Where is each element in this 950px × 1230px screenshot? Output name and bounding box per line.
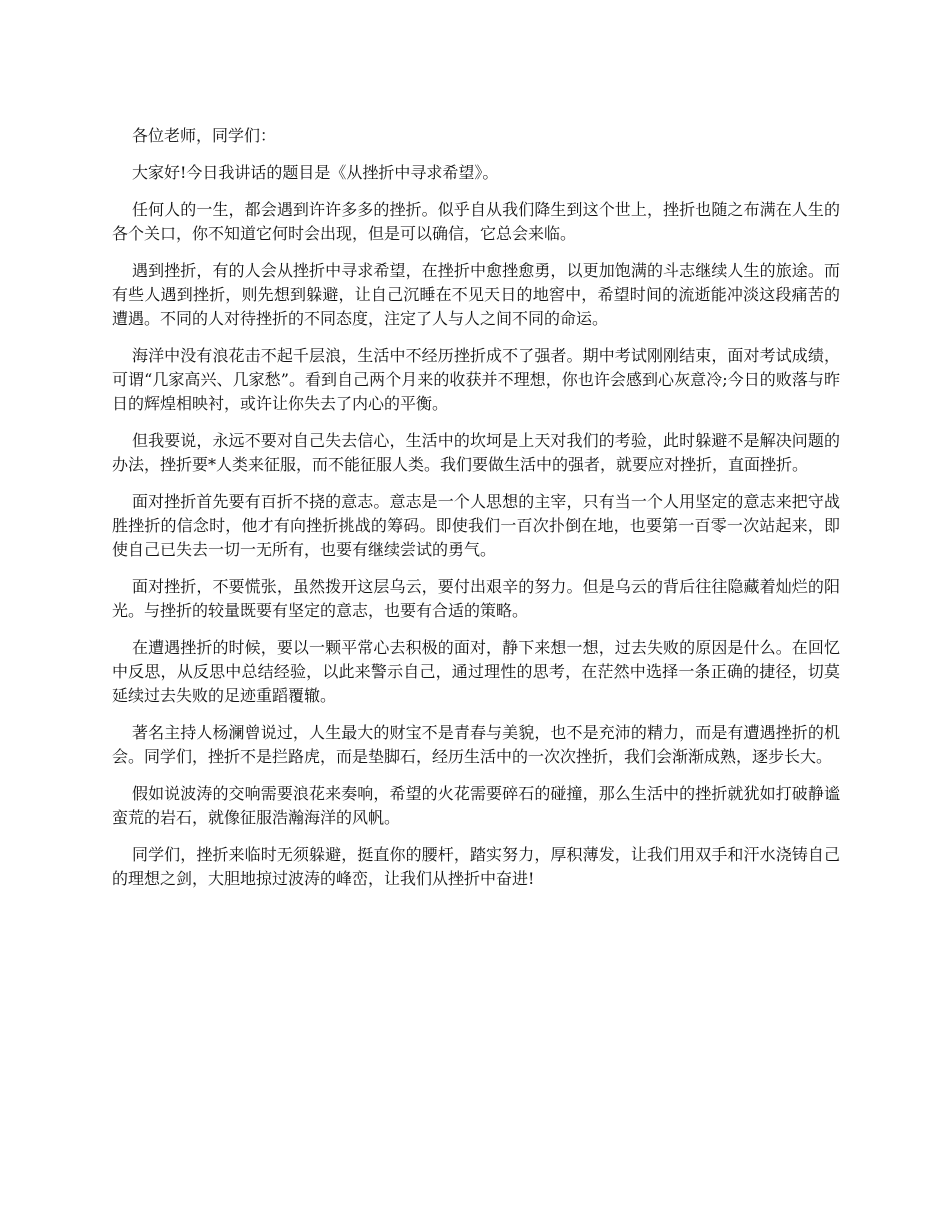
paragraph-salutation: 各位老师，同学们：	[132, 126, 277, 145]
paragraph: 著名主持人杨澜曾说过，人生最大的财宝不是青春与美貌，也不是充沛的精力，而是有遭遇挫折的机会。同学们，挫折不是拦路虎，而是垫脚石，经历生活中的一次次挫折，我们会渐渐成熟，逐步长大。	[112, 723, 840, 766]
paragraph: 面对挫折，不要慌张，虽然拨开这层乌云，要付出艰辛的努力。但是乌云的背后往往隐藏着灿烂的阳光。与挫折的较量既要有坚定的意志，也要有合适的策略。	[112, 577, 840, 620]
paragraph-title-intro: 大家好!今日我讲话的题目是《从挫折中寻求希望》。	[132, 163, 499, 182]
document-body	[112, 124, 840, 904]
paragraph: 海洋中没有浪花击不起千层浪，生活中不经历挫折成不了强者。期中考试刚刚结束，面对考试成绩，可谓“几家高兴、几家愁”。看到自己两个月来的收获并不理想，你也许会感到心灰意冷;今日的败落与昨日的辉煌相映衬，或许让你失去了内心的平衡。	[112, 346, 840, 413]
paragraph: 假如说波涛的交响需要浪花来奏响，希望的火花需要碎石的碰撞，那么生活中的挫折就犹如打破静谧蛮荒的岩石，就像征服浩瀚海洋的风帆。	[112, 784, 840, 827]
paragraph: 但我要说，永远不要对自己失去信心，生活中的坎坷是上天对我们的考验，此时躲避不是解决问题的办法，挫折要*人类来征服，而不能征服人类。我们要做生活中的强者，就要应对挫折，直面挫折。	[112, 431, 840, 474]
paragraph: 任何人的一生，都会遇到许许多多的挫折。似乎自从我们降生到这个世上，挫折也随之布满在人生的各个关口，你不知道它何时会出现，但是可以确信，它总会来临。	[112, 200, 840, 243]
paragraph: 面对挫折首先要有百折不挠的意志。意志是一个人思想的主宰，只有当一个人用坚定的意志来把守战胜挫折的信念时，他才有向挫折挑战的筹码。即使我们一百次扑倒在地，也要第一百零一次站起来，即使自己已失去一切一无所有，也要有继续尝试的勇气。	[112, 492, 840, 559]
paragraph-closing: 同学们，挫折来临时无须躲避，挺直你的腰杆，踏实努力，厚积薄发，让我们用双手和汗水浇铸自己的理想之剑，大胆地掠过波涛的峰峦，让我们从挫折中奋进!	[112, 845, 840, 888]
paragraph: 在遭遇挫折的时候，要以一颗平常心去积极的面对，静下来想一想，过去失败的原因是什么。在回忆中反思，从反思中总结经验，以此来警示自己，通过理性的思考，在茫然中选择一条正确的捷径，切莫延续过去失败的足迹重蹈覆辙。	[112, 638, 840, 705]
paragraph: 遇到挫折，有的人会从挫折中寻求希望，在挫折中愈挫愈勇，以更加饱满的斗志继续人生的旅途。而有些人遇到挫折，则先想到躲避，让自己沉睡在不见天日的地窖中，希望时间的流逝能冲淡这段痛苦的遭遇。不同的人对待挫折的不同态度，注定了人与人之间不同的命运。	[112, 261, 840, 328]
